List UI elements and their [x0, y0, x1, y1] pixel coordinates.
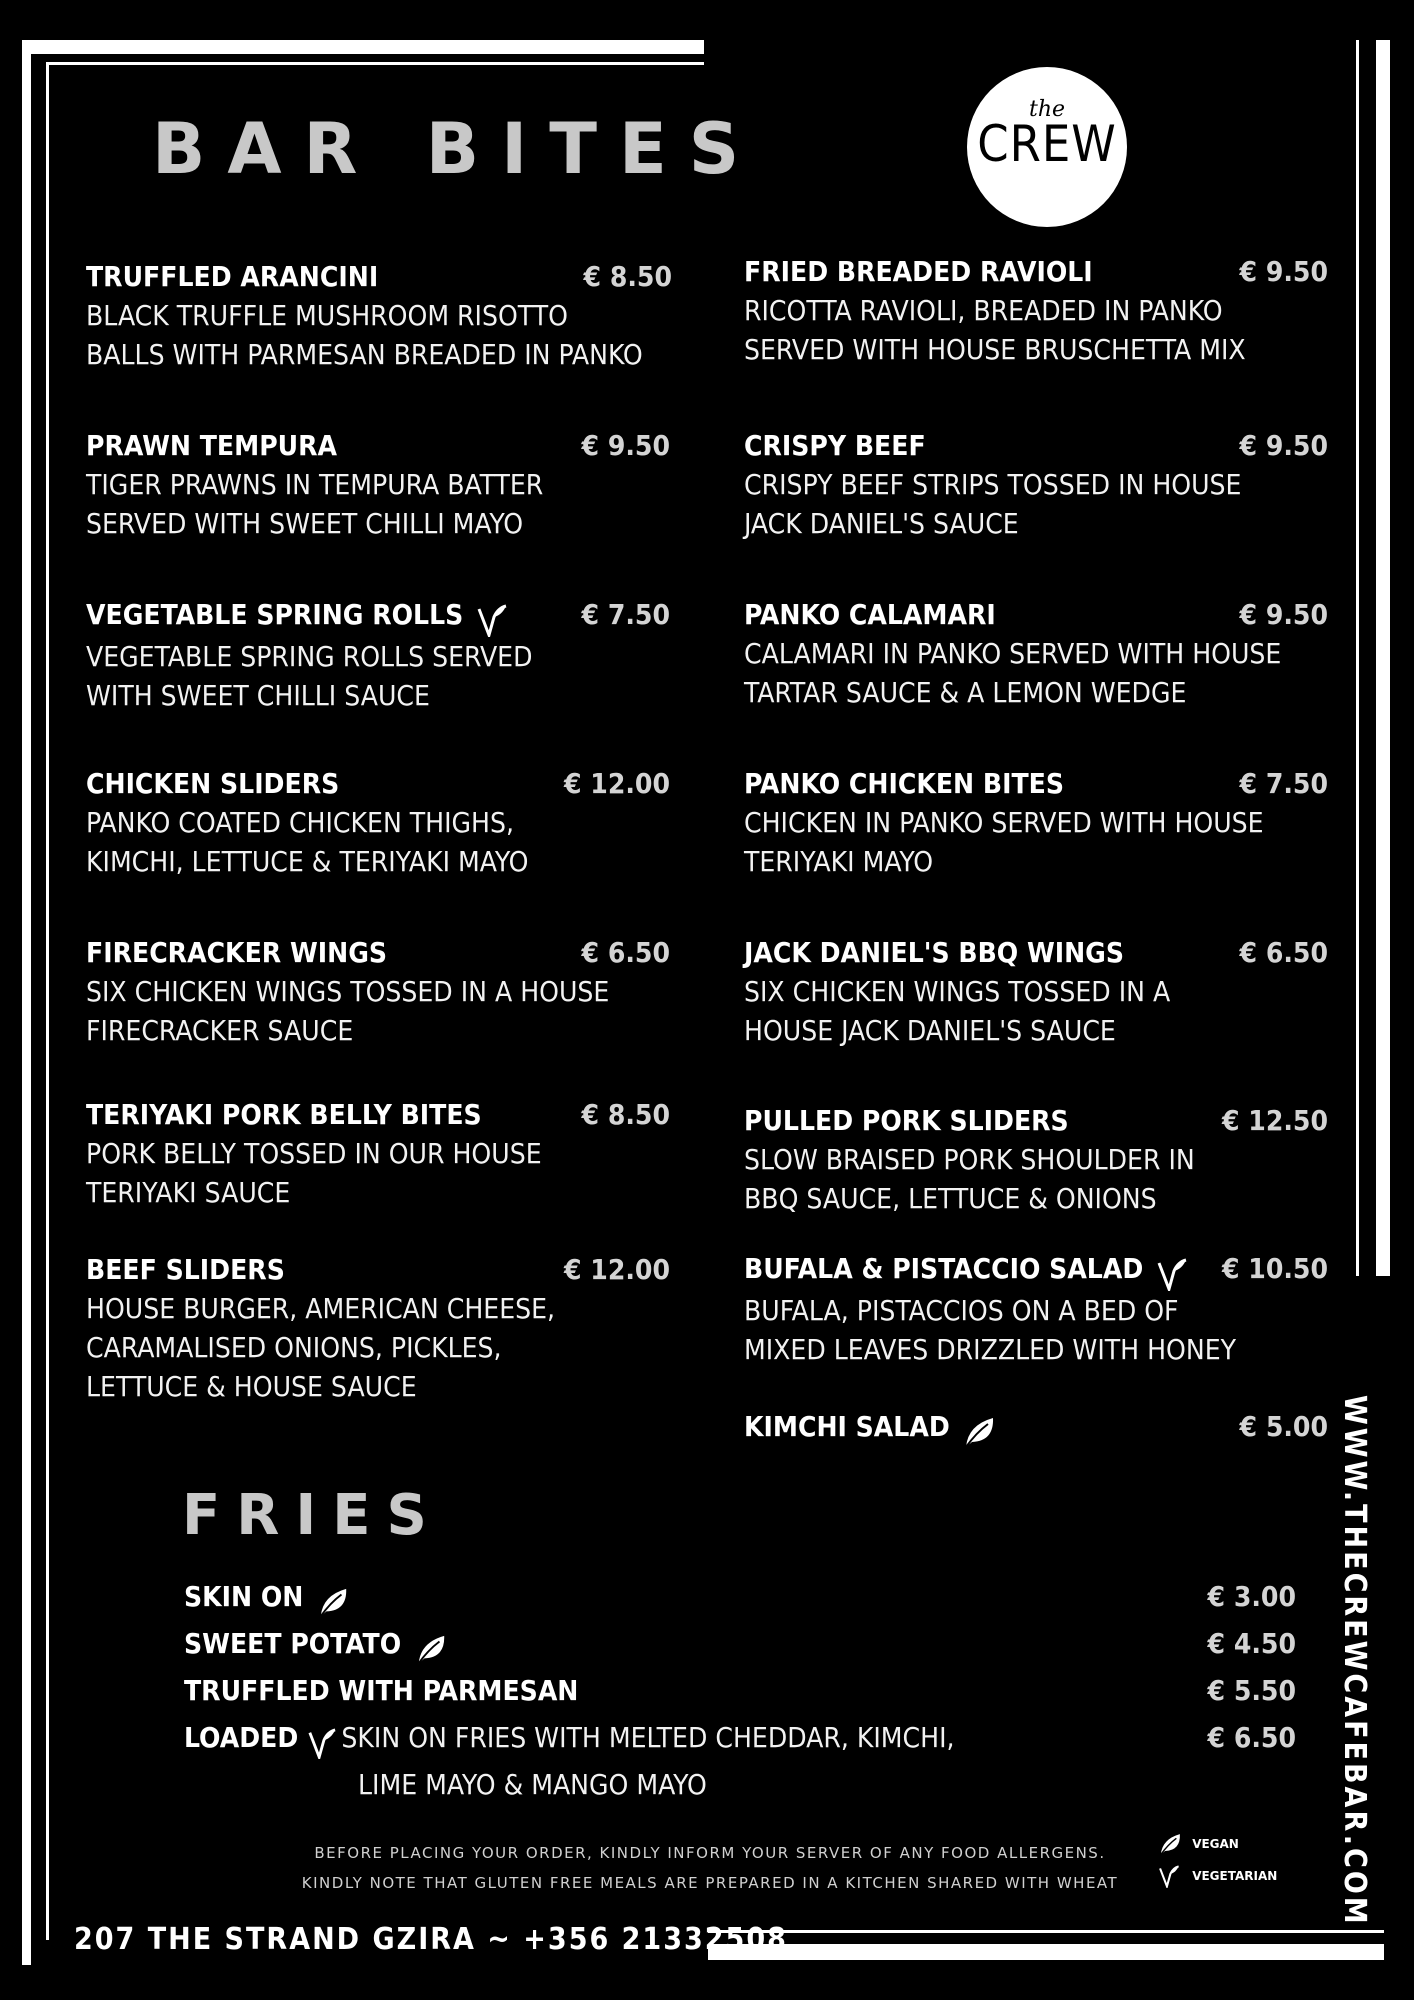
item-desc: PANKO COATED CHICKEN THIGHS, KIMCHI, LETTUCE & TERIYAKI MAYO — [86, 806, 529, 878]
vegan-leaf-icon — [962, 1415, 996, 1449]
fries-row — [184, 1718, 1296, 1758]
vegetarian-v-icon — [1158, 1864, 1180, 1888]
fries-name: SWEET POTATO — [184, 1627, 402, 1660]
frame-right-line-thick — [1376, 40, 1390, 1276]
fries-desc-continued — [358, 1765, 958, 1805]
item-price: € 12.50 — [1222, 1104, 1328, 1137]
menu-item — [86, 1251, 670, 1406]
item-name: PANKO CALAMARI — [744, 598, 996, 631]
item-desc: CALAMARI IN PANKO SERVED WITH HOUSE TARTAR SAUCE & A LEMON WEDGE — [744, 637, 1282, 709]
fries-row — [184, 1624, 1296, 1664]
item-price: € 12.00 — [564, 767, 670, 800]
address-phone: 207 THE STRAND GZIRA ~ +356 21332508 — [74, 1922, 788, 1957]
item-desc: TIGER PRAWNS IN TEMPURA BATTER SERVED WITH SWEET CHILLI MAYO — [86, 468, 544, 540]
fries-name: SKIN ON — [184, 1580, 304, 1613]
legend-vegetarian — [1158, 1864, 1277, 1888]
item-desc: RICOTTA RAVIOLI, BREADED IN PANKO SERVED WITH HOUSE BRUSCHETTA MIX — [744, 294, 1246, 366]
menu-item — [744, 1408, 1328, 1449]
item-name: VEGETABLE SPRING ROLLS — [86, 598, 464, 631]
item-price: € 6.50 — [1239, 936, 1328, 969]
menu-item — [744, 596, 1328, 712]
menu-item — [86, 934, 670, 1050]
item-name: PULLED PORK SLIDERS — [744, 1104, 1069, 1137]
item-price: € 9.50 — [581, 429, 670, 462]
menu-item — [744, 934, 1328, 1050]
item-name: CHICKEN SLIDERS — [86, 767, 340, 800]
item-name: PANKO CHICKEN BITES — [744, 767, 1065, 800]
item-desc: PORK BELLY TOSSED IN OUR HOUSE TERIYAKI SAUCE — [86, 1137, 542, 1209]
logo-big-text: CREW — [977, 115, 1117, 173]
menu-item — [744, 427, 1328, 543]
bar-bites-title: BAR BITES — [152, 108, 762, 190]
website-url[interactable]: WWW.THECREWCAFEBAR.COM — [1337, 1395, 1372, 1927]
item-desc: BUFALA, PISTACCIOS ON A BED OF MIXED LEAVES DRIZZLED WITH HONEY — [744, 1293, 1236, 1366]
item-desc: CHICKEN IN PANKO SERVED WITH HOUSE TERIYAKI MAYO — [744, 806, 1264, 878]
menu-item — [744, 765, 1328, 881]
menu-item — [744, 1250, 1328, 1369]
item-desc: BLACK TRUFFLE MUSHROOM RISOTTO BALLS WITH PARMESAN BREADED IN PANKO — [86, 299, 643, 371]
item-name: JACK DANIEL'S BBQ WINGS — [744, 936, 1124, 969]
item-price: € 10.50 — [1222, 1252, 1328, 1285]
notice-line: BEFORE PLACING YOUR ORDER, KINDLY INFORM YOUR SERVER OF ANY FOOD ALLERGENS. — [314, 1844, 1106, 1862]
vegetarian-v-icon — [476, 603, 508, 637]
fries-name: LOADED — [184, 1721, 299, 1754]
frame-left-line-inner — [46, 62, 49, 1940]
menu-item — [86, 258, 670, 374]
legend-vegetarian-label: VEGETARIAN — [1192, 1868, 1278, 1883]
fries-title: FRIES — [182, 1483, 443, 1548]
item-desc: HOUSE BURGER, AMERICAN CHEESE, CARAMALISED ONIONS, PICKLES, LETTUCE & HOUSE SAUCE — [86, 1292, 556, 1403]
item-name: FRIED BREADED RAVIOLI — [744, 255, 1093, 288]
vegetarian-v-icon — [1156, 1257, 1188, 1291]
item-price: € 9.50 — [1239, 429, 1328, 462]
item-price: € 12.00 — [564, 1253, 670, 1286]
crew-logo — [967, 67, 1127, 227]
item-name: TRUFFLED ARANCINI — [86, 260, 379, 293]
vegetarian-v-icon — [307, 1727, 337, 1759]
menu-item — [744, 253, 1328, 369]
frame-bottom-line-thick — [708, 1944, 1384, 1960]
fries-price: € 5.50 — [1207, 1674, 1296, 1707]
item-price: € 8.50 — [583, 260, 672, 293]
frame-left-line-outer — [22, 40, 31, 1965]
vegan-leaf-icon — [414, 1633, 448, 1665]
item-desc: SLOW BRAISED PORK SHOULDER IN BBQ SAUCE, LETTUCE & ONIONS — [744, 1143, 1195, 1215]
item-price: € 5.00 — [1239, 1410, 1328, 1443]
item-price: € 9.50 — [1239, 255, 1328, 288]
fries-desc: SKIN ON FRIES WITH MELTED CHEDDAR, KIMCHI, — [341, 1721, 955, 1754]
menu-item — [86, 427, 670, 543]
item-name: BUFALA & PISTACCIO SALAD — [744, 1252, 1144, 1285]
fries-price: € 6.50 — [1207, 1721, 1296, 1754]
fries-row — [184, 1577, 1296, 1617]
item-price: € 7.50 — [581, 598, 670, 631]
item-name: KIMCHI SALAD — [744, 1410, 950, 1443]
frame-right-line-thin — [1356, 40, 1359, 1276]
item-name: CRISPY BEEF — [744, 429, 926, 462]
menu-item — [86, 1096, 670, 1212]
allergen-notice — [300, 1838, 1120, 1898]
fries-price: € 3.00 — [1207, 1580, 1296, 1613]
item-name: FIRECRACKER WINGS — [86, 936, 388, 969]
logo-small-text: the — [1028, 97, 1066, 122]
fries-row — [184, 1671, 1296, 1711]
notice-line: KINDLY NOTE THAT GLUTEN FREE MEALS ARE PREPARED IN A KITCHEN SHARED WITH WHEAT — [301, 1874, 1119, 1892]
fries-price: € 4.50 — [1207, 1627, 1296, 1660]
item-price: € 9.50 — [1239, 598, 1328, 631]
item-desc: SIX CHICKEN WINGS TOSSED IN A HOUSE FIRECRACKER SAUCE — [86, 975, 610, 1047]
item-desc: VEGETABLE SPRING ROLLS SERVED WITH SWEET CHILLI SAUCE — [86, 639, 533, 712]
item-price: € 6.50 — [581, 936, 670, 969]
item-name: BEEF SLIDERS — [86, 1253, 285, 1286]
menu-item — [744, 1102, 1328, 1218]
vegan-leaf-icon — [1158, 1832, 1182, 1856]
fries-name: TRUFFLED WITH PARMESAN — [184, 1674, 579, 1707]
item-name: PRAWN TEMPURA — [86, 429, 338, 462]
menu-item — [86, 596, 670, 715]
legend-vegan-label: VEGAN — [1192, 1836, 1239, 1851]
legend-vegan — [1158, 1832, 1239, 1856]
item-price: € 7.50 — [1239, 767, 1328, 800]
item-desc: CRISPY BEEF STRIPS TOSSED IN HOUSE JACK DANIEL'S SAUCE — [744, 468, 1242, 540]
menu-item — [86, 765, 670, 881]
item-name: TERIYAKI PORK BELLY BITES — [86, 1098, 482, 1131]
fries-desc: LIME MAYO & MANGO MAYO — [358, 1768, 707, 1801]
item-desc: SIX CHICKEN WINGS TOSSED IN A HOUSE JACK DANIEL'S SAUCE — [744, 975, 1171, 1047]
frame-bottom-line-thin — [708, 1930, 1384, 1933]
vegan-leaf-icon — [316, 1586, 350, 1618]
frame-top-line-inner — [46, 62, 704, 65]
frame-top-line-outer — [22, 40, 704, 54]
item-price: € 8.50 — [581, 1098, 670, 1131]
